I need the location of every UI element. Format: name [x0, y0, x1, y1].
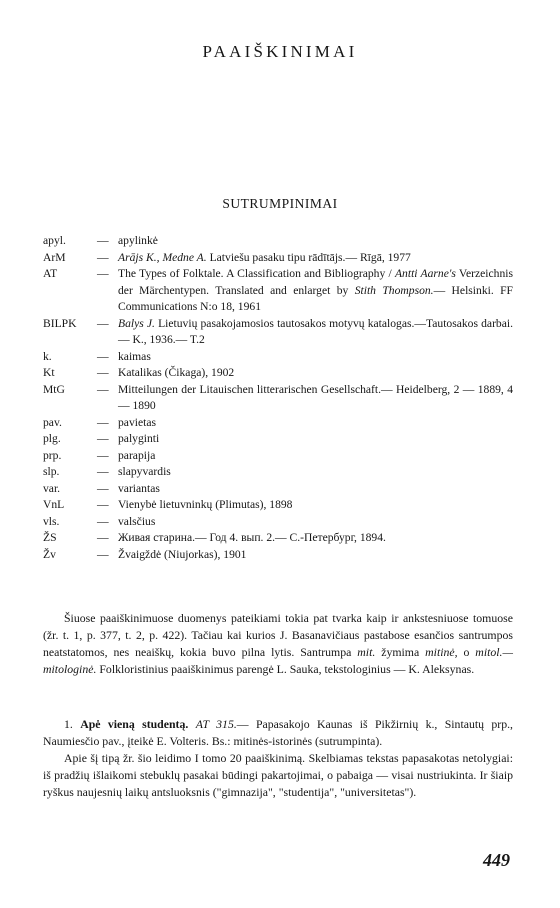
abbreviation-definition: apylinkė [118, 234, 158, 247]
dash: — [97, 547, 109, 561]
abbreviation-definition [118, 250, 513, 267]
abbreviation-definition: kaimas [118, 349, 151, 363]
page-number: 449 [483, 850, 510, 870]
abbreviation-definition: Katalikas (Čikaga), 1902 [118, 366, 235, 379]
dash: — [97, 514, 109, 528]
dash: — [97, 234, 109, 247]
abbreviation-row [43, 365, 513, 382]
abbreviation-definition: Žvaigždė (Niujorkas), 1901 [118, 547, 247, 561]
abbreviation-key: pav. [43, 415, 62, 429]
abbreviation-key: ArM [43, 250, 66, 264]
abbreviation-row [43, 514, 513, 531]
abbreviation-definition: variantas [118, 481, 160, 495]
abbreviation-definition: Живая старина.— Год 4. вып. 2.— С.-Петербург, 1894. [118, 531, 386, 544]
abbreviation-key: apyl. [43, 234, 66, 247]
author-name: Balys J. [118, 316, 155, 330]
abbreviation-row [43, 547, 513, 564]
abbreviation-definition: slapyvardis [118, 465, 171, 478]
page-heading: PAAIŠKINIMAI [202, 42, 358, 61]
abbreviation-key: Žv [43, 547, 56, 561]
intro-text: Šiuose paaiškinimuose duomenys pateikiami tokia pat tvarka kaip ir ankstesniuose tomuose (žr. t. 1, p. 377, t. 2, p. 422). Tačiau kai kurios J. Basanavičiaus pastabose esančios santrumpos neatstatomos, nes neaiškų, kokia buvo pilna lytis. Santrumpa [43, 611, 513, 659]
abbreviation-definition: Mitteilungen der Litauischen litterarischen Gesellschaft.— Heidelberg, 2 — 1889, 4 — 1890 [118, 382, 513, 412]
entry-text: — Papasakojo Kaunas iš Pikžirnių k., Sintautų prp., Naumiesčio pav., įteikė E. Volteris. Bs.: mitinės-istorinės (sutrumpinta). [43, 717, 514, 748]
author-name: Arājs K., Medne A. [118, 250, 207, 264]
entry-number: 1. [64, 717, 73, 731]
abbreviation-row [43, 415, 513, 432]
abbreviation-key: vls. [43, 514, 60, 528]
abbreviation-key: VnL [43, 498, 65, 511]
section-heading: SUTRUMPINIMAI [222, 196, 338, 211]
abbreviation-key: k. [43, 349, 52, 363]
abbreviation-row [43, 349, 513, 366]
dash: — [97, 432, 109, 445]
entry-title: Apė vieną studentą. [80, 717, 189, 731]
abbreviation-row [43, 497, 513, 514]
intro-paragraph [43, 610, 513, 678]
dash: — [97, 531, 109, 544]
abbreviation-definition: Vienybė lietuvninkų (Plimutas), 1898 [118, 498, 293, 511]
definition-text: Lietuvių pasakojamosios tautosakos motyvų katalogas.—Tautosakos darbai.— K., 1936.— T.2 [118, 316, 513, 346]
dash: — [97, 415, 109, 429]
dash: — [97, 250, 109, 264]
abbreviation-key: ŽS [43, 531, 57, 544]
author-name: Stith Thompson. [354, 283, 434, 297]
abbreviation-row [43, 448, 513, 465]
abbreviation-key: prp. [43, 448, 62, 462]
dash: — [97, 498, 109, 511]
abbreviation-key: plg. [43, 432, 61, 445]
dash: — [97, 465, 109, 478]
abbreviation-definition: valsčius [118, 514, 156, 528]
abbreviation-row [43, 233, 513, 250]
abbreviation-key: slp. [43, 465, 60, 478]
tale-type-reference: AT 315. [195, 717, 237, 731]
intro-text: Folkloristinius paaiškinimus parengė L. Sauka, tekstologinius — K. Aleksynas. [99, 662, 475, 676]
dash: — [97, 481, 109, 495]
abbreviation-key: Kt [43, 366, 55, 379]
abbreviation-row [43, 316, 513, 349]
definition-text: The Types of Folktale. A Classification and Bibliography / [118, 267, 392, 280]
abbreviation-row [43, 266, 513, 316]
dash: — [97, 267, 109, 280]
intro-text: žymima [381, 645, 420, 659]
abbreviation-row [43, 382, 513, 415]
dash: — [97, 382, 109, 396]
abbreviation-row [43, 464, 513, 481]
abbreviation-row [43, 250, 513, 267]
abbreviation-definition [118, 266, 513, 316]
dash: — [97, 316, 109, 330]
abbreviation-row [43, 530, 513, 547]
abbreviation-list [43, 233, 513, 563]
definition-text: Verzeichnis der Märchentypen. Translated and enlarget by [118, 267, 513, 297]
entry-paragraph: Apie šį tipą žr. šio leidimo I tomo 20 paaiškinimą. Skelbiamas tekstas papasakotas netolygiai: iš pradžių išlaikomi stebuklų pasakai būdingi pakartojimai, o pabaiga — visai nustriukinta. Ir šiaip ryškus naujesnių laikų antsluoksnis ("gimnazija", "studentija", "universitetas"). [43, 751, 513, 799]
definition-text: Latviešu pasaku tipu rādītājs.— Rīgā, 1977 [209, 250, 411, 264]
abbreviation-row [43, 481, 513, 498]
abbreviation-key: MtG [43, 382, 65, 396]
author-name: Antti Aarne's [394, 267, 456, 280]
abbreviation-row [43, 431, 513, 448]
dash: — [97, 366, 109, 379]
abbreviation-term: mit. [357, 645, 376, 659]
definition-text: — Helsinki. FF Communications N:o 18, 1961 [118, 283, 514, 313]
intro-text: o [463, 645, 470, 659]
abbreviation-term: mitinė, [425, 645, 458, 659]
abbreviation-definition [118, 316, 513, 349]
dash: — [97, 448, 109, 462]
abbreviation-definition: pavietas [118, 415, 156, 429]
abbreviation-key: var. [43, 481, 61, 495]
abbreviation-definition: parapija [118, 448, 156, 462]
abbreviation-key: AT [43, 267, 58, 280]
abbreviation-definition: palyginti [118, 432, 160, 445]
commentary-entry [43, 716, 513, 801]
abbreviation-term: mitol.— mitologinė. [43, 645, 513, 676]
abbreviation-key: BILPK [43, 316, 77, 330]
dash: — [97, 349, 109, 363]
